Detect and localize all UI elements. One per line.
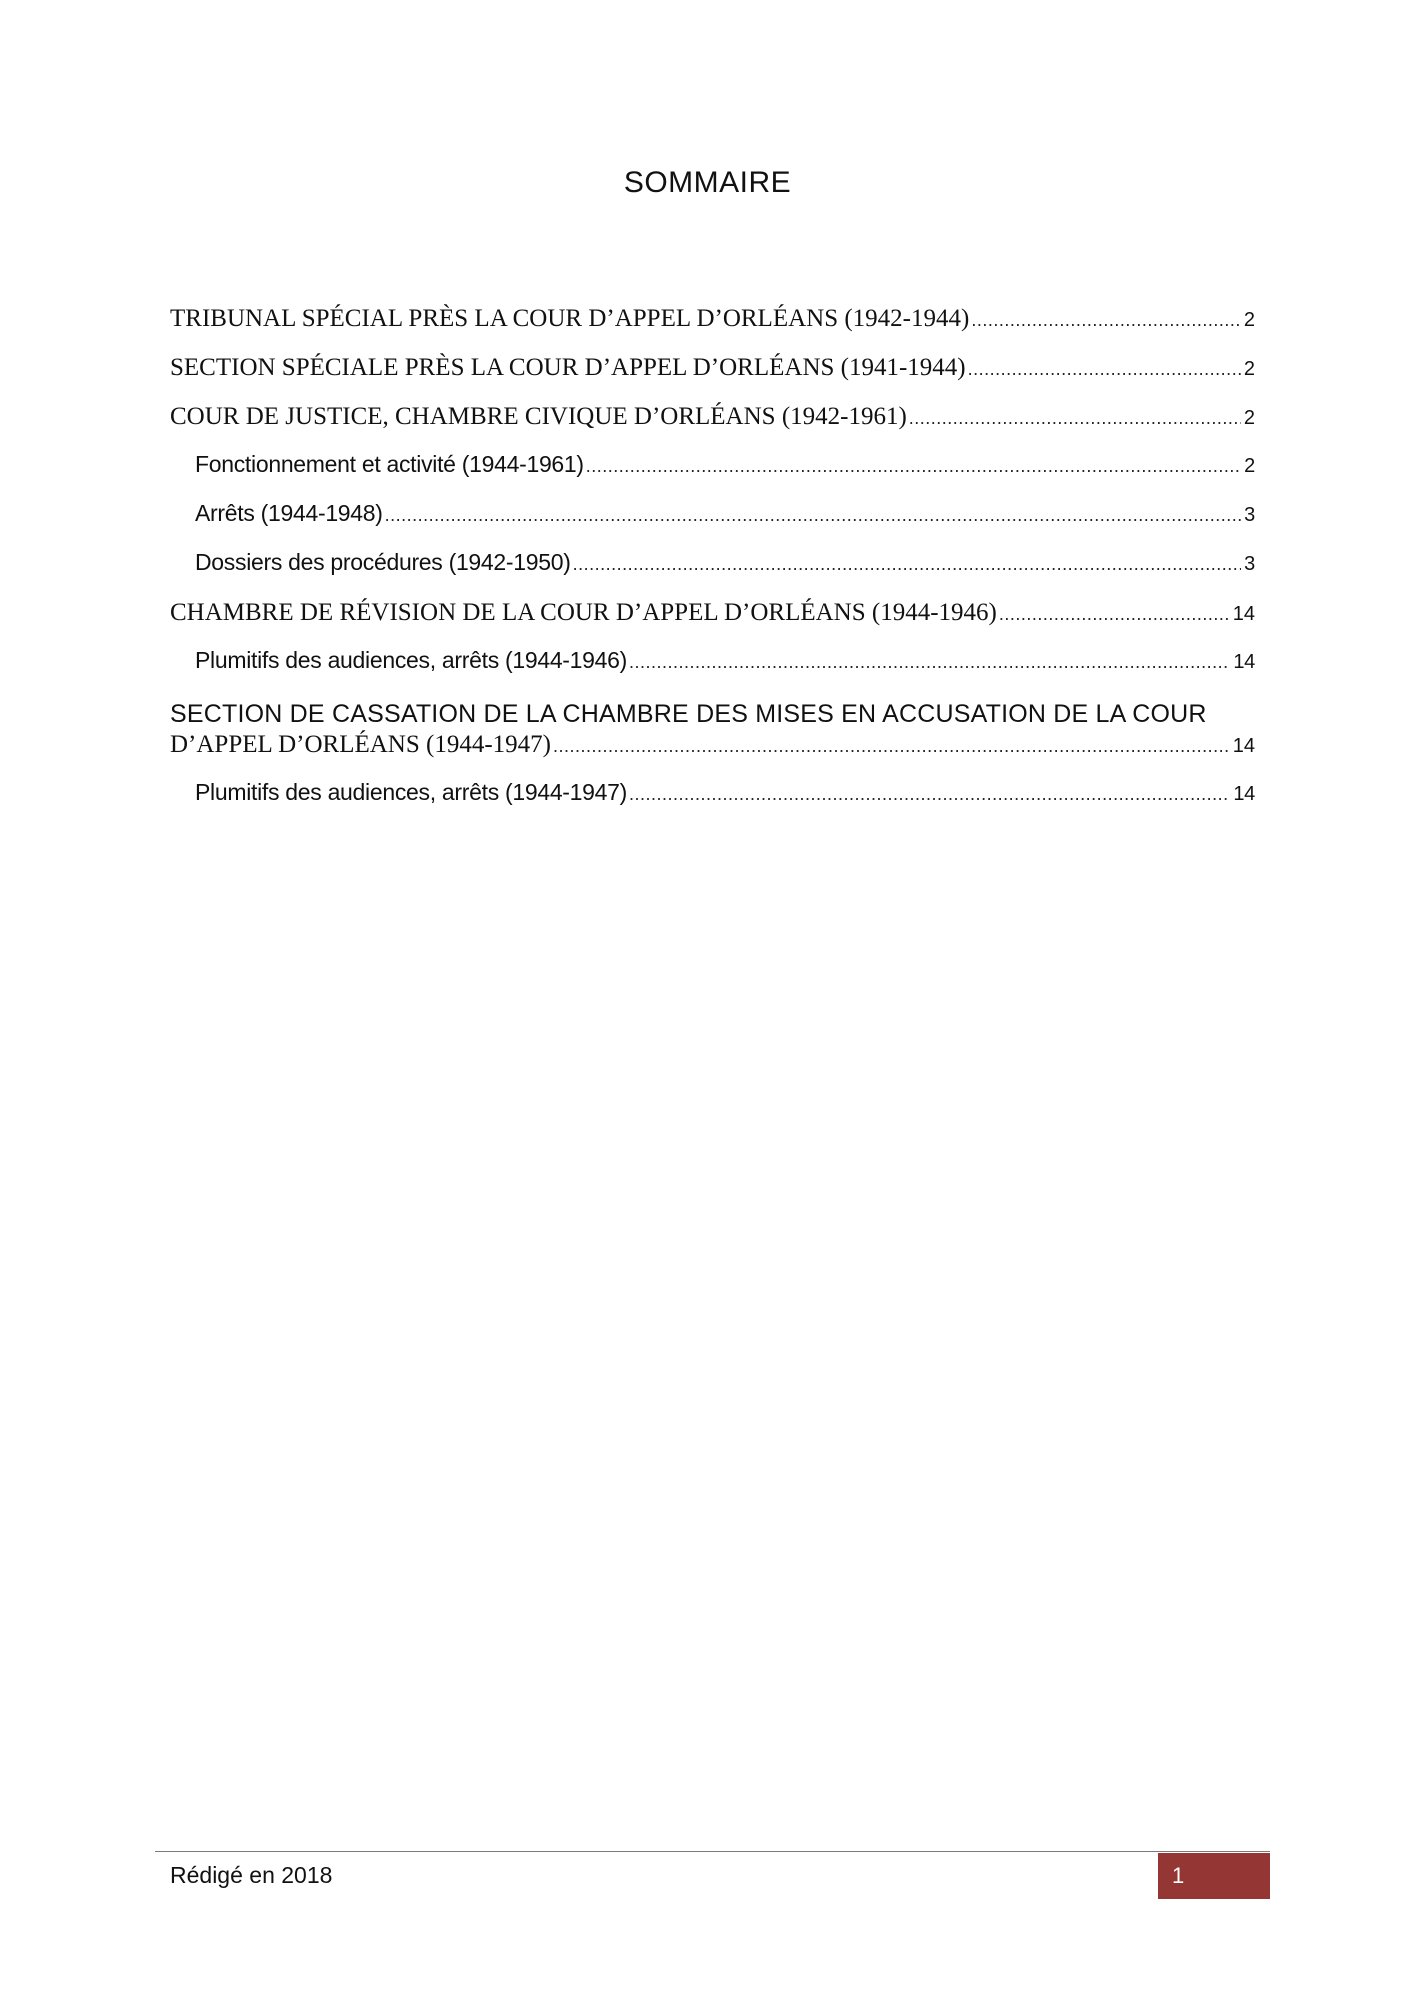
toc-entry-plumitifs-1947[interactable] (195, 781, 1255, 804)
toc-page-number: 2 (1243, 309, 1255, 331)
toc-page-number: 14 (1232, 735, 1255, 757)
toc-leader-dots (553, 737, 1230, 755)
toc-leader-dots (971, 311, 1241, 329)
toc-entry-arrets[interactable] (195, 502, 1255, 525)
toc-entry-title: CHAMBRE DE RÉVISION DE LA COUR D’APPEL D’ORLÉANS (1944-1946) (170, 599, 997, 626)
toc-entry-title: D’APPEL D’ORLÉANS (1944-1947) (170, 731, 551, 758)
toc-entry-chambre-revision[interactable] (170, 600, 1255, 625)
table-of-contents (0, 0, 1415, 900)
toc-entry-section-cassation[interactable] (170, 732, 1255, 757)
toc-leader-dots (909, 409, 1241, 427)
footer-note: Rédigé en 2018 (170, 1862, 333, 1888)
toc-entry-title: Plumitifs des audiences, arrêts (1944-1947) (195, 779, 627, 805)
toc-entry-title: Fonctionnement et activité (1944-1961) (195, 451, 584, 477)
toc-entry-plumitifs-1946[interactable] (195, 649, 1255, 672)
toc-leader-dots (385, 506, 1242, 524)
toc-entry-title: Dossiers des procédures (1942-1950) (195, 549, 571, 575)
toc-leader-dots (586, 457, 1241, 475)
toc-entry-title: Arrêts (1944-1948) (195, 500, 383, 526)
toc-page-number: 14 (1232, 603, 1255, 625)
toc-leader-dots (999, 605, 1230, 623)
toc-entry-title: Plumitifs des audiences, arrêts (1944-1946) (195, 647, 627, 673)
toc-entry-tribunal-special[interactable] (170, 306, 1255, 331)
toc-entry-title: TRIBUNAL SPÉCIAL PRÈS LA COUR D’APPEL D’ORLÉANS (1942-1944) (170, 305, 970, 332)
page-title: SOMMAIRE (623, 166, 792, 199)
toc-page-number: 14 (1233, 651, 1255, 673)
footer-divider (155, 1851, 1270, 1852)
toc-entry-section-speciale[interactable] (170, 355, 1255, 380)
toc-page-number: 3 (1244, 553, 1255, 575)
toc-entry-fonctionnement[interactable] (195, 453, 1255, 476)
toc-page-number: 2 (1244, 455, 1255, 477)
page-number-badge: 1 (1158, 1853, 1270, 1899)
toc-page-number: 2 (1243, 407, 1255, 429)
toc-leader-dots (573, 555, 1242, 573)
toc-entry-dossiers[interactable] (195, 551, 1255, 574)
toc-entry-title: COUR DE JUSTICE, CHAMBRE CIVIQUE D’ORLÉANS (1942-1961) (170, 403, 907, 430)
toc-page-number: 14 (1233, 783, 1255, 805)
toc-page-number: 3 (1244, 504, 1255, 526)
toc-leader-dots (629, 653, 1230, 671)
toc-page-number: 2 (1243, 358, 1255, 380)
toc-leader-dots (968, 360, 1241, 378)
toc-entry-title: SECTION SPÉCIALE PRÈS LA COUR D’APPEL D’ORLÉANS (1941-1944) (170, 354, 966, 381)
toc-leader-dots (629, 785, 1230, 803)
toc-entry-section-cassation-line1[interactable]: SECTION DE CASSATION DE LA CHAMBRE DES MISES EN ACCUSATION DE LA COUR (170, 700, 1207, 728)
toc-entry-cour-de-justice[interactable] (170, 404, 1255, 429)
